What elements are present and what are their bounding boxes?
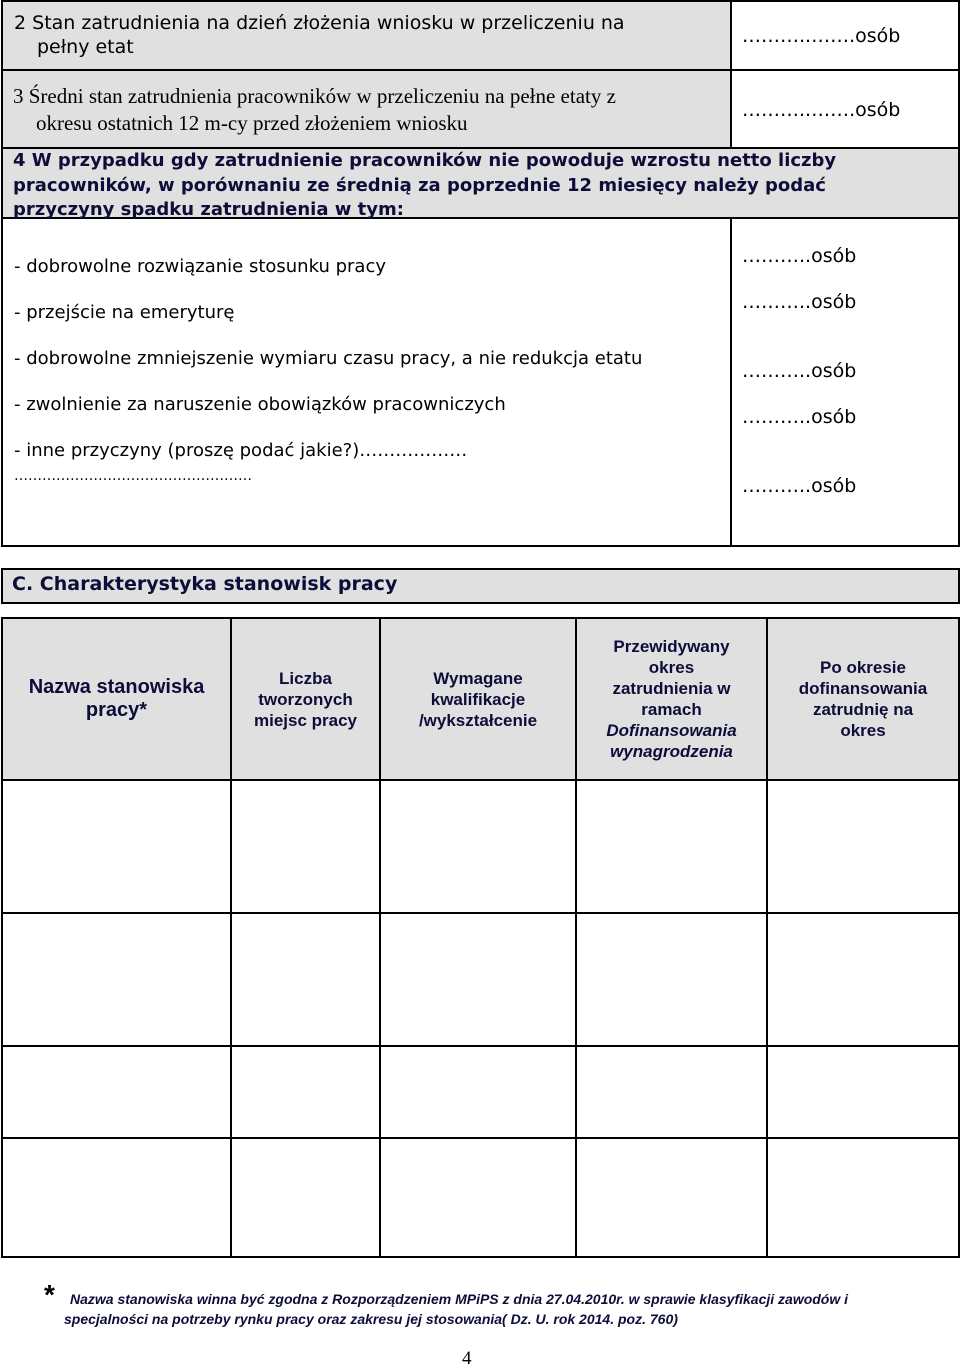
reason-value: ………..osób: [742, 245, 857, 267]
reason-value: ………..osób: [742, 291, 857, 313]
row4-label-line2: pracowników, w porównaniu ze średnią za poprzednie 12 miesięcy należy podać: [13, 175, 826, 196]
col-header-line: pracy*: [85, 699, 148, 721]
reason-label: - zwolnienie za naruszenie obowiązków pracowniczych: [14, 394, 506, 415]
col-header-line: wynagrodzenia: [610, 742, 733, 761]
divider: [730, 0, 732, 69]
reason-value: ………..osób: [742, 360, 857, 382]
row2-value: ………..…….osób: [742, 25, 901, 47]
col-header-line: okres: [648, 658, 695, 677]
reason-label: - inne przyczyny (proszę podać jakie?)………………: [14, 440, 468, 461]
col-header-line: ramach: [641, 700, 702, 719]
col-header-line: zatrudnię na: [812, 700, 914, 719]
divider: [1, 912, 960, 914]
footnote-line1: Nazwa stanowiska winna być zgodna z Rozporządzeniem MPiPS z dnia 27.04.2010r. w sprawie klasyfikacji zawodów i: [70, 1291, 849, 1307]
col-header-line: zatrudnienia w: [612, 679, 731, 698]
divider: [730, 217, 732, 547]
col-header-line: kwalifikacje: [430, 689, 526, 709]
col-header-line: /wykształcenie: [418, 710, 538, 730]
divider: [1, 1137, 960, 1139]
col-header-line: Po okresie: [820, 658, 906, 677]
col-header-line: Dofinansowania: [606, 721, 737, 740]
row3-label-line2: okresu ostatnich 12 m-cy przed złożeniem wniosku: [36, 111, 468, 135]
col-header-line: dofinansowania: [798, 679, 928, 698]
reason-value: ………..osób: [742, 406, 857, 428]
col-header-places-count: [232, 619, 379, 779]
col-header-position-name: [3, 619, 230, 779]
divider: [1, 779, 960, 781]
divider: [1, 1045, 960, 1047]
reason-extra-dots: ……………………………………………: [14, 468, 252, 484]
row3-value: ………..…….osób: [742, 99, 901, 121]
col-header-employment-period: [577, 619, 766, 779]
divider: [730, 69, 732, 149]
footnote-line2: specjalności na potrzeby rynku pracy oraz zakresu jej stosowania( Dz. U. rok 2014. poz. 760): [64, 1311, 678, 1327]
page-number: 4: [462, 1348, 472, 1369]
reason-label: - przejście na emeryturę: [14, 302, 235, 323]
row2-label-line2: pełny etat: [37, 36, 134, 58]
col-header-qualifications: [381, 619, 575, 779]
row4-label-line3: przyczyny spadku zatrudnienia w tym:: [13, 199, 404, 220]
row4-label-line1: 4 W przypadku gdy zatrudnienie pracowników nie powoduje wzrostu netto liczby: [13, 150, 837, 171]
col-header-line: Liczba: [279, 668, 332, 688]
section-c-title: C. Charakterystyka stanowisk pracy: [12, 573, 398, 595]
row2-label-line1: 2 Stan zatrudnienia na dzień złożenia wniosku w przeliczeniu na: [14, 12, 625, 34]
col-header-line: Wymagane: [433, 668, 523, 688]
col-header-line: tworzonych: [258, 689, 353, 709]
row3-label-line1: 3 Średni stan zatrudnienia pracowników w przeliczeniu na pełne etaty z: [13, 84, 616, 108]
col-header-line: Nazwa stanowiska: [28, 676, 205, 698]
footnote-star: *: [44, 1279, 55, 1310]
reason-label: - dobrowolne zmniejszenie wymiaru czasu pracy, a nie redukcja etatu: [14, 348, 643, 369]
col-header-after-period: [768, 619, 958, 779]
reason-value: ………..osób: [742, 475, 857, 497]
reason-label: - dobrowolne rozwiązanie stosunku pracy: [14, 256, 386, 277]
col-header-line: okres: [840, 721, 886, 740]
col-header-line: miejsc pracy: [253, 710, 357, 730]
col-header-line: Przewidywany: [613, 637, 730, 656]
